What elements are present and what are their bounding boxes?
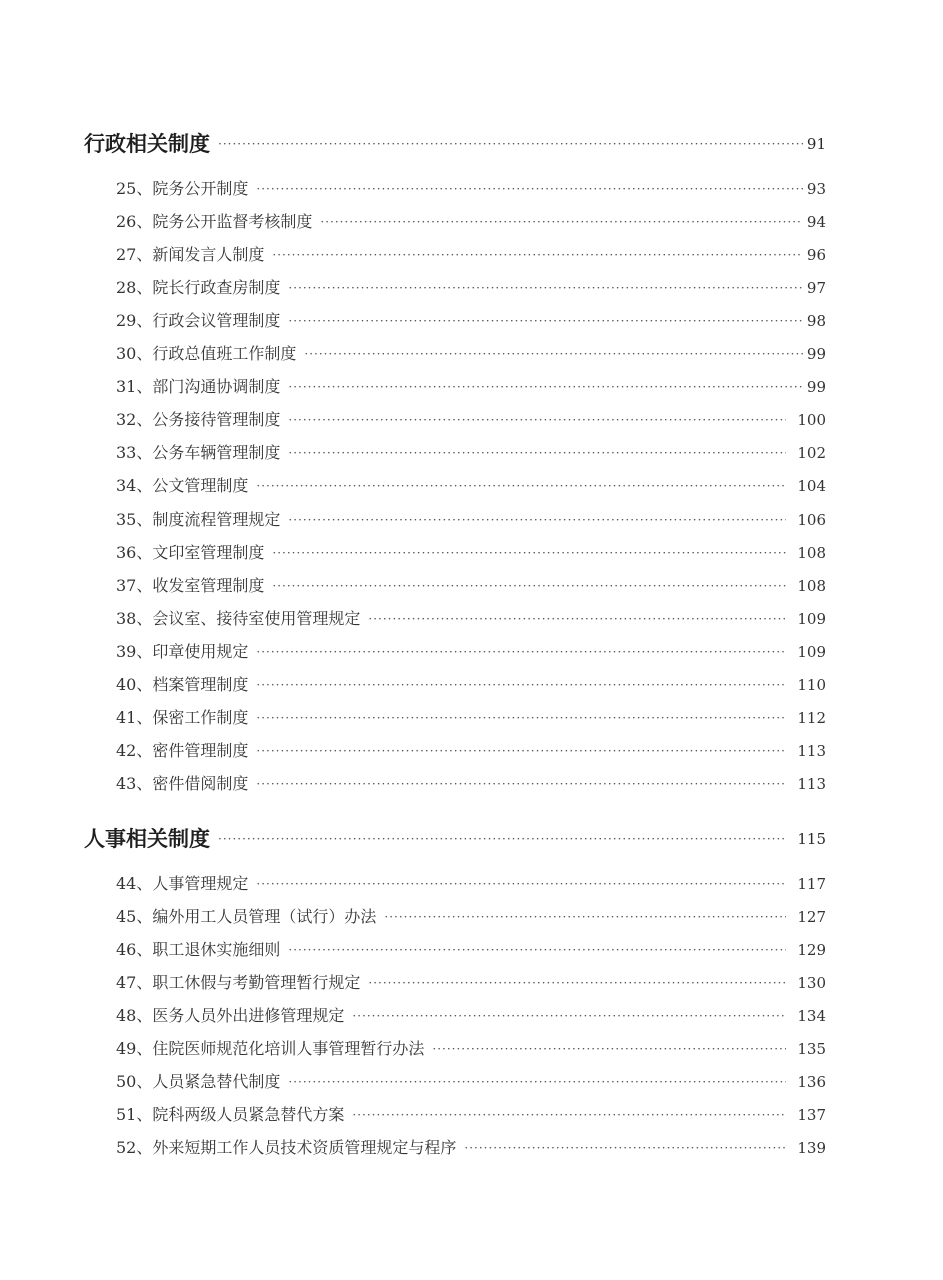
toc-entry: [116, 506, 826, 534]
dot-leader: [288, 377, 803, 397]
dot-leader: [432, 1039, 786, 1059]
entry-page-number: 98: [806, 312, 826, 331]
dot-leader: [288, 311, 803, 331]
entry-label: 47、职工休假与考勤管理暂行规定: [116, 973, 361, 993]
entry-label: 42、密件管理制度: [116, 740, 249, 760]
entry-label: 37、收发室管理制度: [116, 575, 265, 595]
entry-label: 25、院务公开制度: [116, 179, 249, 198]
entry-page-number: 129: [797, 941, 826, 960]
dot-leader: [352, 1006, 786, 1026]
dot-leader: [256, 741, 786, 761]
dot-leader: [272, 543, 786, 563]
toc-entry: [116, 936, 826, 964]
entry-label: 39、印章使用规定: [116, 641, 249, 661]
entry-label: 35、制度流程管理规定: [116, 509, 281, 529]
section-title: 行政相关制度: [84, 132, 210, 156]
dot-leader: [352, 1105, 786, 1125]
toc-entry: [116, 241, 826, 269]
entry-label: 44、人事管理规定: [116, 874, 249, 893]
dot-leader: [272, 245, 803, 265]
entry-label: 33、公务车辆管理制度: [116, 443, 281, 463]
dot-leader: [384, 907, 786, 927]
dot-leader: [368, 609, 786, 629]
entry-label: 31、部门沟通协调制度: [116, 377, 281, 397]
entry-page-number: 99: [806, 345, 826, 364]
entry-label: 48、医务人员外出进修管理规定: [116, 1006, 345, 1026]
toc-entry: [116, 737, 826, 765]
dot-leader: [320, 212, 803, 232]
toc-entry: [116, 770, 826, 798]
dot-leader: [256, 179, 803, 199]
dot-leader: [288, 278, 803, 298]
entry-label: 27、新闻发言人制度: [116, 245, 265, 265]
toc-entry: [116, 1035, 826, 1063]
entry-page-number: 96: [806, 246, 826, 265]
entry-page-number: 108: [797, 543, 826, 562]
dot-leader: [288, 1072, 786, 1092]
dot-leader: [218, 829, 786, 849]
dot-leader: [256, 642, 786, 662]
entry-label: 32、公务接待管理制度: [116, 410, 281, 430]
toc-entry: [116, 671, 826, 699]
dot-leader: [218, 134, 803, 154]
dot-leader: [256, 708, 786, 728]
dot-leader: [288, 443, 786, 463]
entry-label: 45、编外用工人员管理（试行）办法: [116, 907, 377, 926]
entry-label: 46、职工退休实施细则: [116, 940, 281, 960]
entry-page-number: 109: [797, 642, 826, 661]
dot-leader: [288, 410, 786, 430]
dot-leader: [304, 344, 803, 364]
section-heading: [84, 130, 826, 158]
entry-page-number: 113: [797, 741, 826, 760]
entry-page-number: 127: [797, 908, 826, 926]
toc-entry: [116, 472, 826, 500]
section-heading: [84, 825, 826, 853]
toc-entry: [116, 969, 826, 997]
entry-label: 49、住院医师规范化培训人事管理暂行办法: [116, 1039, 425, 1059]
dot-leader: [464, 1138, 786, 1158]
toc-entry: [116, 1002, 826, 1030]
entry-label: 34、公文管理制度: [116, 476, 249, 496]
dot-leader: [256, 774, 786, 794]
toc-entry: [116, 373, 826, 401]
toc-entry: [116, 175, 826, 203]
entry-page-number: 113: [797, 774, 826, 793]
dot-leader: [288, 510, 786, 530]
toc-entry: [116, 903, 826, 931]
entry-page-number: 97: [806, 279, 826, 298]
entry-page-number: 99: [806, 378, 826, 397]
section-page-number: 115: [797, 830, 826, 848]
toc-entry: [116, 340, 826, 368]
dot-leader: [288, 940, 786, 960]
entry-page-number: 134: [797, 1007, 826, 1026]
entry-label: 52、外来短期工作人员技术资质管理规定与程序: [116, 1138, 457, 1158]
toc-entry: [116, 704, 826, 732]
entry-label: 51、院科两级人员紧急替代方案: [116, 1105, 345, 1125]
toc-entry: [116, 1068, 826, 1096]
entry-page-number: 108: [797, 576, 826, 595]
toc-entry: [116, 572, 826, 600]
toc-entry: [116, 307, 826, 335]
dot-leader: [256, 874, 786, 894]
entry-label: 38、会议室、接待室使用管理规定: [116, 608, 361, 628]
entry-label: 36、文印室管理制度: [116, 542, 265, 562]
entry-page-number: 137: [797, 1106, 826, 1125]
entry-page-number: 139: [797, 1139, 826, 1158]
toc-entry: [116, 870, 826, 898]
entry-page-number: 135: [797, 1040, 826, 1059]
entry-page-number: 104: [797, 477, 826, 496]
entry-page-number: 112: [797, 708, 826, 727]
entry-label: 41、保密工作制度: [116, 707, 249, 727]
entry-page-number: 136: [797, 1073, 826, 1092]
section-page-number: 91: [806, 135, 826, 153]
entry-label: 43、密件借阅制度: [116, 773, 249, 793]
dot-leader: [256, 675, 786, 695]
entry-label: 30、行政总值班工作制度: [116, 344, 297, 364]
entry-page-number: 106: [797, 510, 826, 529]
toc-entry: [116, 638, 826, 666]
toc-entry: [116, 605, 826, 633]
entry-label: 50、人员紧急替代制度: [116, 1072, 281, 1092]
entry-page-number: 110: [797, 675, 826, 694]
entry-label: 40、档案管理制度: [116, 674, 249, 694]
entry-page-number: 102: [797, 444, 826, 463]
entry-label: 29、行政会议管理制度: [116, 311, 281, 331]
section-title: 人事相关制度: [84, 827, 210, 851]
entry-page-number: 117: [797, 875, 826, 893]
entry-page-number: 109: [797, 609, 826, 628]
entry-page-number: 130: [797, 974, 826, 993]
dot-leader: [368, 973, 786, 993]
toc-entry: [116, 208, 826, 236]
toc-entry: [116, 274, 826, 302]
entry-label: 26、院务公开监督考核制度: [116, 212, 313, 232]
dot-leader: [256, 476, 786, 496]
entry-page-number: 94: [806, 213, 826, 232]
entry-label: 28、院长行政查房制度: [116, 278, 281, 298]
entry-page-number: 100: [797, 411, 826, 430]
entry-page-number: 93: [806, 180, 826, 198]
toc-entry: [116, 406, 826, 434]
toc-entry: [116, 1134, 826, 1162]
toc-entry: [116, 539, 826, 567]
dot-leader: [272, 576, 786, 596]
toc-entry: [116, 1101, 826, 1129]
toc-entry: [116, 439, 826, 467]
